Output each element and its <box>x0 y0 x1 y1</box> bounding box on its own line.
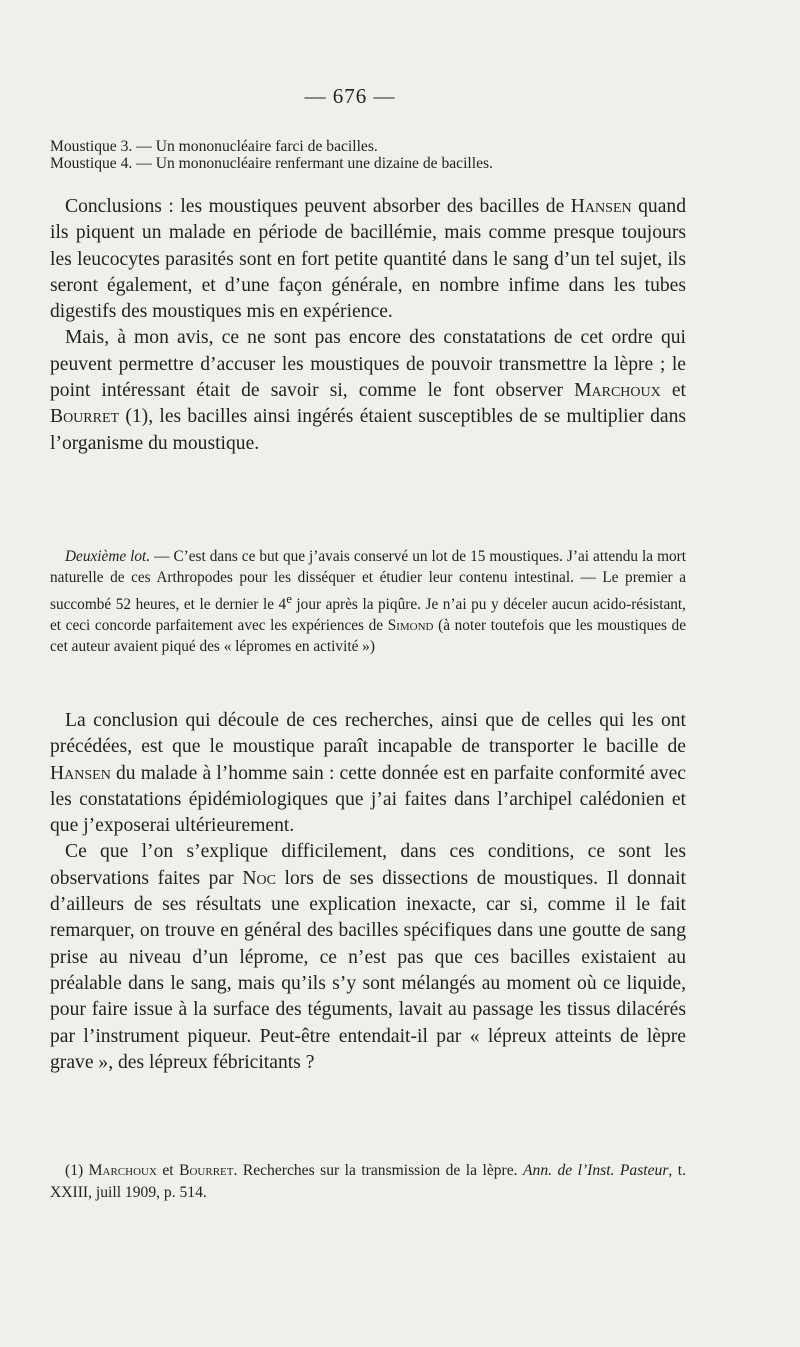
footnote-reference: (1), les bacilles ainsi ingérés étaient susceptibles de se multiplier dans l’organisme du moustique. <box>50 406 686 454</box>
conclusion-paragraph: La conclusion qui découle de ces recherches, ainsi que de celles qui les ont précédées, est que le moustique paraît incapable de transporter le bacille de Hansen du malade à l’homme sain : cette donnée est en parfaite conformité avec les constatations épidémiologiques que j’ai faites dans l’archipel calédonien et que j’exposerai ultérieurement. <box>50 710 686 837</box>
page-number: — 676 — <box>304 84 396 108</box>
author-simond: Simond <box>387 616 434 634</box>
noc-paragraph: Ce que l’on s’explique difficilement, dans ces conditions, ce sont les observations faites par Noc lors de ses dissections de moustiques. Il donnait d’ailleurs de ses résultats une explication inexacte, car si, comme il le fait remarquer, on trouve en général des bacilles spécifiques dans une goutte de sang prise au niveau d’un léprome, ce n’est pas que ces bacilles existaient au préalable dans le sang, mais qu’ils s’y sont mélangés au moment où ce liquide, pour faire issue à la surface des téguments, lavait au passage les tissus dilacérés par l’instrument piqueur. Peut-être entendait-il par « lépreux atteints de lèpre grave », des lépreux fébricitants ? <box>50 841 686 1073</box>
deuxieme-lot-note: Deuxième lot. — C’est dans ce but que j’avais conservé un lot de 15 moustiques. J’ai attendu la mort naturelle de ces Arthropodes pour les disséquer et étudier leur contenu intestinal. — Le premier a succombé 52 heures, et le dernier le 4e jour après la piqûre. Je n’ai pu y déceler aucun acido-résistant, et ceci concorde parfaitement avec les expériences de Simond (à noter toutefois que les moustiques de cet auteur avaient piqué des « lépromes en activité ») <box>50 548 687 656</box>
author-hansen: Hansen <box>50 762 111 784</box>
main-text-bottom <box>50 708 686 1076</box>
footnote-number: (1) <box>65 1162 89 1179</box>
conclusions-paragraph: Conclusions : les moustiques peuvent absorber des bacilles de Hansen quand ils piquent un malade en période de bacillémie, mais comme presque toujours les leucocytes parasités sont en fort petite quantité dans le sang d’un tel sujet, ils seront également, et d’une façon générale, en nombre infime dans les tubes digestifs des moustiques mis en expérience. <box>50 196 686 323</box>
moustique-4-line: Moustique 4. — Un mononucléaire renfermant une dizaine de bacilles. <box>50 155 493 172</box>
author-noc: Noc <box>242 867 276 889</box>
main-text-top <box>50 194 686 457</box>
author-bourret: Bourret <box>50 406 120 428</box>
author-hansen: Hansen <box>570 196 632 217</box>
moustique-3-line: Moustique 3. — Un mononucléaire farci de bacilles. <box>50 138 378 155</box>
note-label: Deuxième lot. <box>65 548 151 565</box>
footnote: (1) Marchoux et Bourret. Recherches sur la transmission de la lèpre. Ann. de l’Inst. Pasteur, t. XXIII, juill 1909, p. 514. <box>50 1162 686 1201</box>
author-marchoux: Marchoux <box>574 380 661 402</box>
opinion-paragraph: Mais, à mon avis, ce ne sont pas encore des constatations de cet ordre qui peuvent permettre d’accuser les moustiques de pouvoir transmettre la lèpre ; le point intéressant était de savoir si, comme le font observer Marchoux et Bourret (1), les bacilles ainsi ingérés étaient susceptibles de se multiplier dans l’organisme du moustique. <box>50 327 686 454</box>
journal-title: Ann. de l’Inst. Pasteur <box>523 1162 669 1179</box>
moustiques-list <box>50 138 686 172</box>
